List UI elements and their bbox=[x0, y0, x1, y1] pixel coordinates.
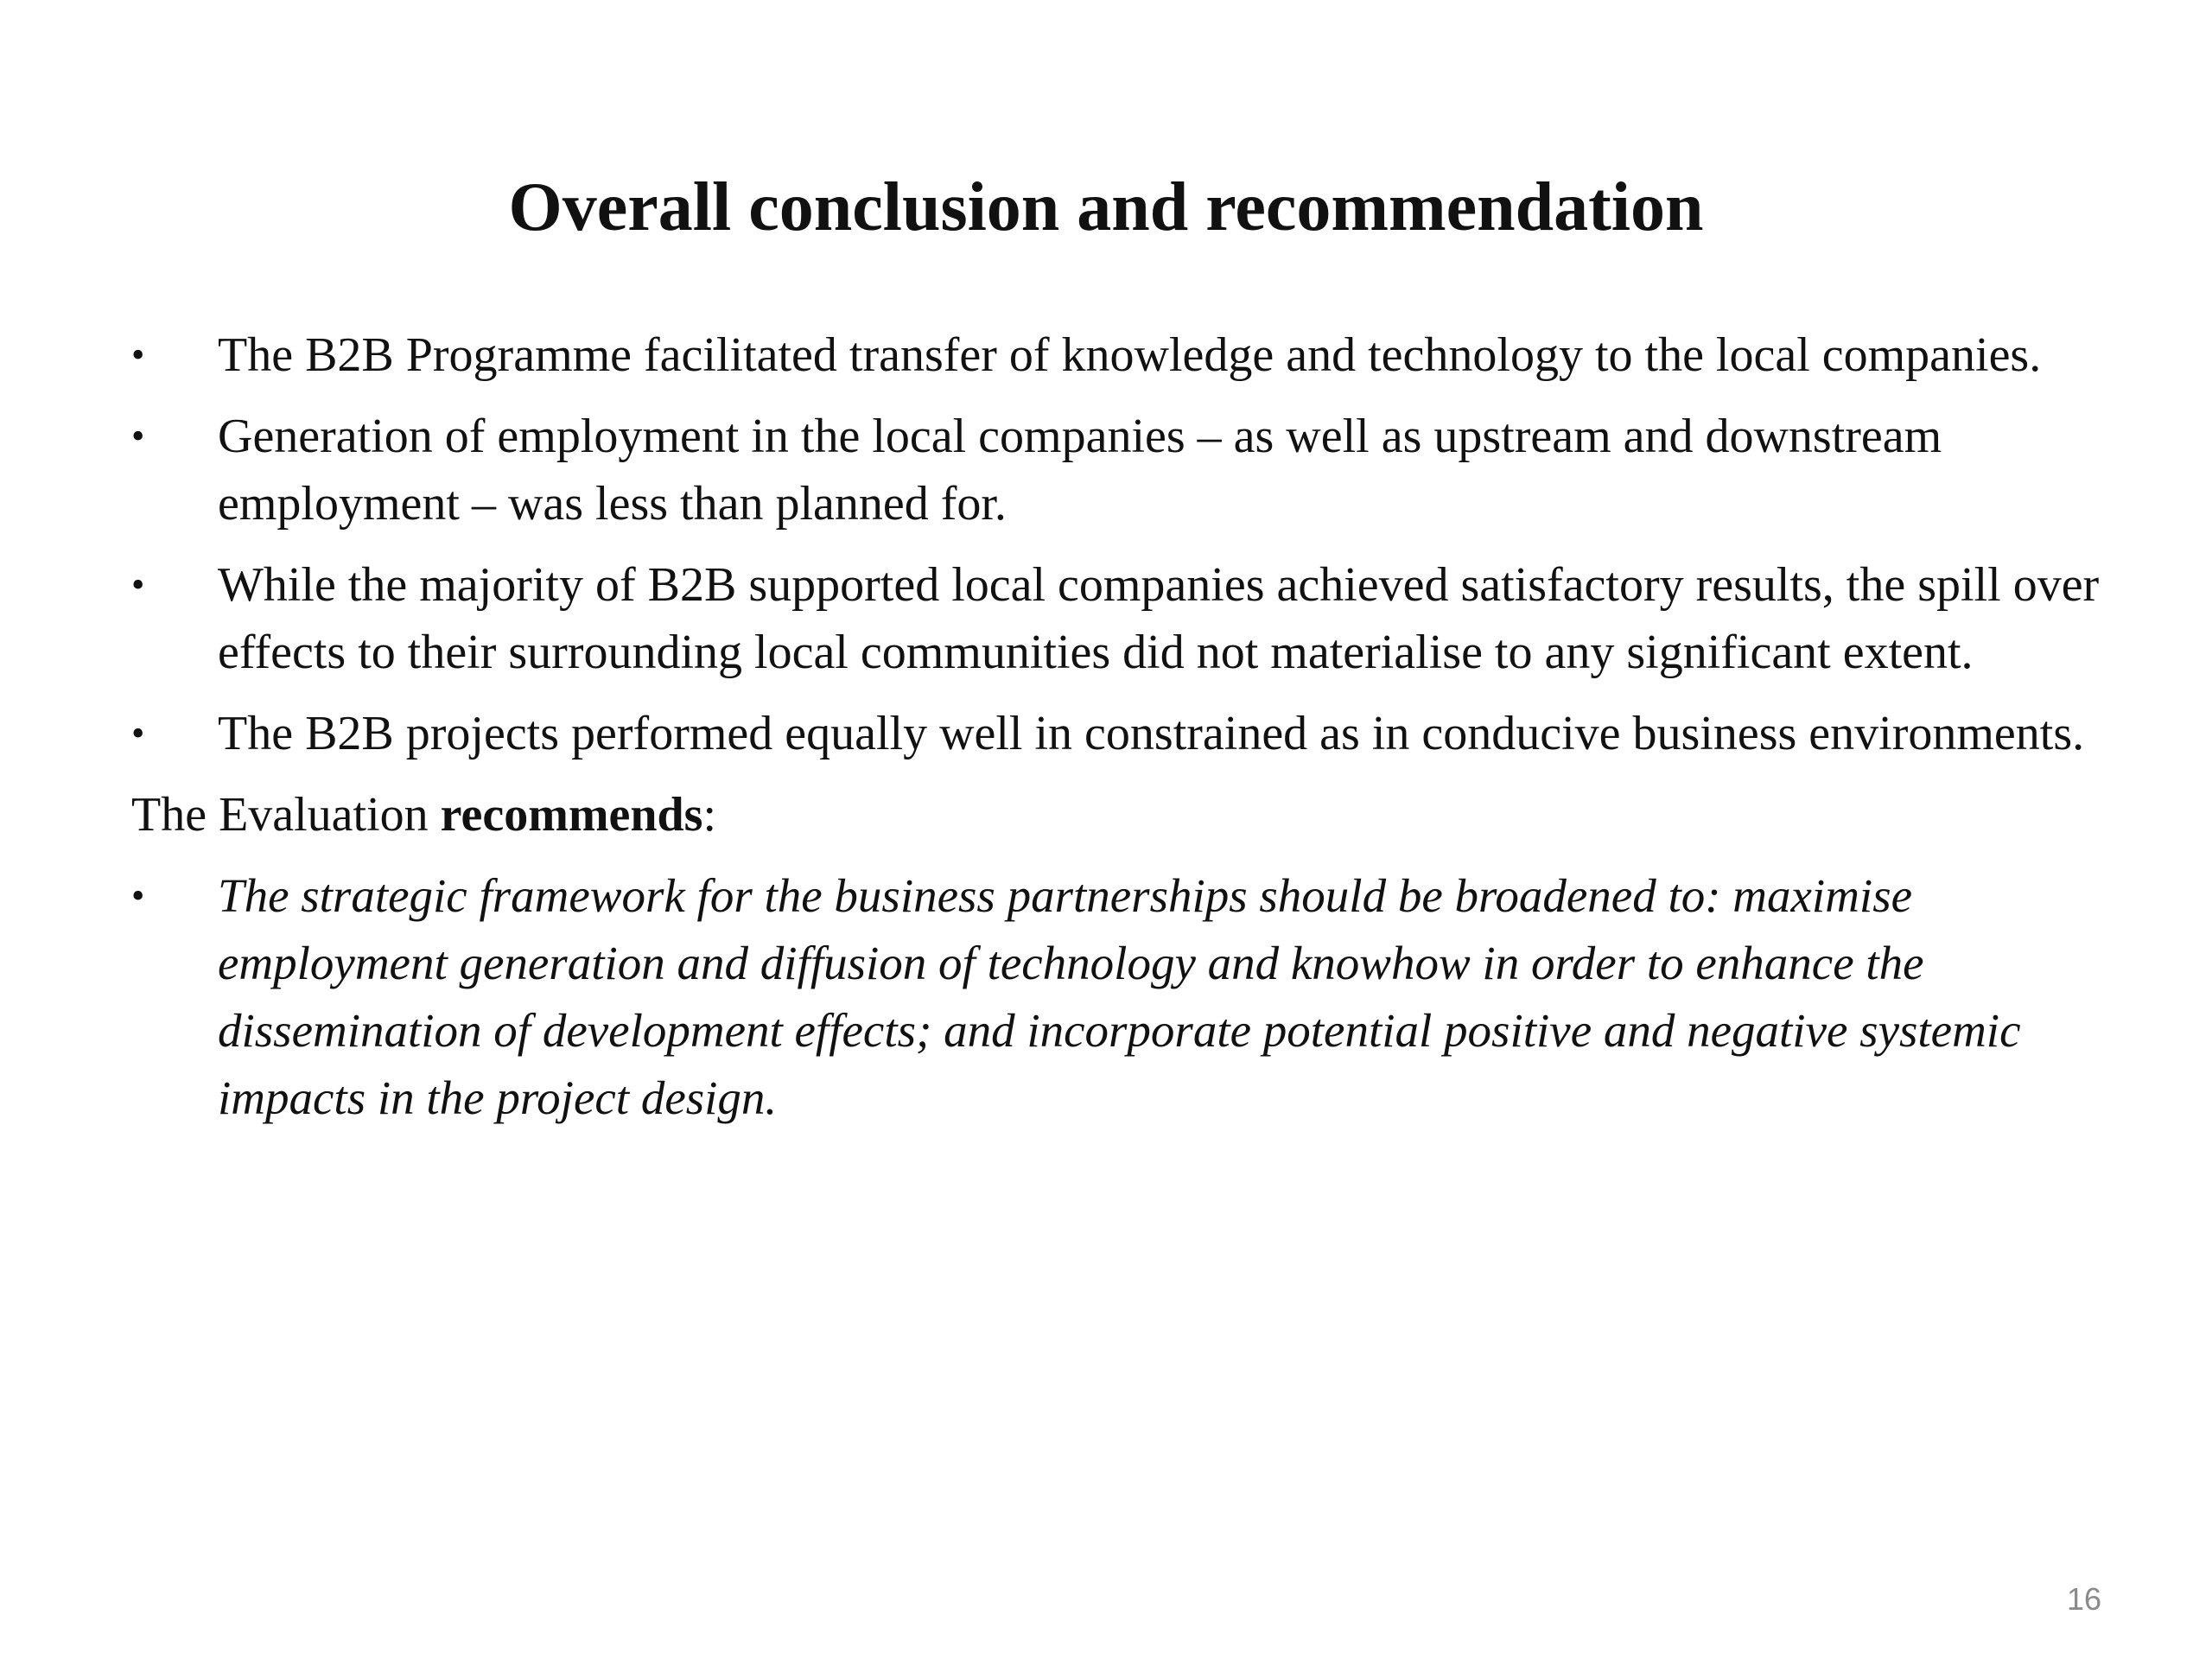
bullet-icon: • bbox=[131, 563, 145, 606]
conclusion-text-2: Generation of employment in the local companies – as well as upstream and downstream employment – was less than planned for. bbox=[218, 410, 1942, 531]
conclusion-item-1 bbox=[131, 321, 2119, 389]
recommends-suffix: : bbox=[702, 788, 717, 842]
conclusion-item-4 bbox=[131, 700, 2119, 767]
bullet-icon: • bbox=[131, 334, 145, 376]
conclusion-item-2 bbox=[131, 403, 2119, 537]
page-number: 16 bbox=[2066, 1581, 2101, 1617]
bullet-icon: • bbox=[131, 874, 145, 917]
bullet-icon: • bbox=[131, 415, 145, 457]
conclusion-text-1: The B2B Programme facilitated transfer of knowledge and technology to the local companies. bbox=[218, 328, 2042, 382]
slide-content bbox=[131, 321, 2119, 1146]
conclusion-text-4: The B2B projects performed equally well in constrained as in conducive business environments. bbox=[218, 707, 2085, 760]
recommendations-list bbox=[131, 862, 2119, 1132]
recommends-bold: recommends bbox=[440, 788, 703, 842]
recommendation-item-1 bbox=[131, 862, 2119, 1132]
recommendation-text-1: The strategic framework for the business partnerships should be broadened to: maximise employment generation and diffusion of technology and knowhow in order to enhance the dissemination of development effects; and incorporate potential positive and negative systemic impacts in the project design. bbox=[218, 869, 2021, 1124]
conclusion-item-3 bbox=[131, 551, 2119, 686]
conclusion-text-3: While the majority of B2B supported local companies achieved satisfactory results, the spill over effects to their surrounding local communities did not materialise to any significant extent. bbox=[218, 558, 2100, 679]
conclusions-list bbox=[131, 321, 2119, 767]
recommends-heading bbox=[131, 781, 2119, 849]
recommends-prefix: The Evaluation bbox=[131, 788, 441, 842]
slide-title: Overall conclusion and recommendation bbox=[508, 169, 1704, 245]
bullet-icon: • bbox=[131, 712, 145, 754]
